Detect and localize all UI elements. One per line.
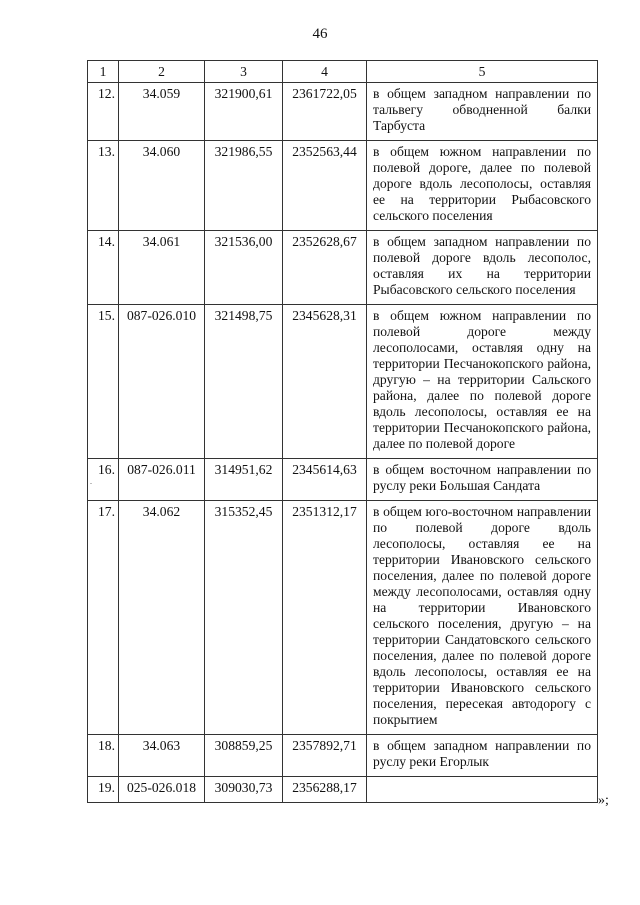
row-number: 13.: [88, 141, 119, 231]
coordinate-x: 321986,55: [205, 141, 283, 231]
coordinate-y: 2345614,63: [283, 459, 367, 501]
coordinate-y: 2351312,17: [283, 501, 367, 735]
coordinate-y: 2361722,05: [283, 83, 367, 141]
column-header: 4: [283, 61, 367, 83]
coordinate-y: 2345628,31: [283, 305, 367, 459]
column-header: 5: [367, 61, 598, 83]
point-code: 087-026.010: [119, 305, 205, 459]
point-code: 025-026.018: [119, 777, 205, 803]
table-row: [88, 141, 598, 231]
boundary-description: [367, 777, 598, 803]
table-row: [88, 305, 598, 459]
row-number: 12.: [88, 83, 119, 141]
table-header-row: [88, 61, 598, 83]
table-row: [88, 459, 598, 501]
row-number: 17.: [88, 501, 119, 735]
boundary-description: в общем южном направлении по полевой дороге, далее по полевой дороге вдоль лесополосы, оставляя ее на территории Рыбасовского сельского поселения: [367, 141, 598, 231]
boundary-points-table: [87, 60, 598, 803]
row-number: 19.: [88, 777, 119, 803]
table-row: [88, 501, 598, 735]
point-code: 34.059: [119, 83, 205, 141]
coordinate-x: 321536,00: [205, 231, 283, 305]
table-row: [88, 83, 598, 141]
coordinate-x: 309030,73: [205, 777, 283, 803]
boundary-description: в общем западном направлении по полевой дороге вдоль лесополос, оставляя их на территории Рыбасовского сельского поселения: [367, 231, 598, 305]
coordinate-y: 2357892,71: [283, 735, 367, 777]
row-number: 15.: [88, 305, 119, 459]
point-code: 34.063: [119, 735, 205, 777]
page-number: 46: [312, 26, 328, 42]
margin-mark: .: [90, 477, 92, 486]
column-header: 1: [88, 61, 119, 83]
row-number: 18.: [88, 735, 119, 777]
coordinate-x: 321900,61: [205, 83, 283, 141]
table-row: [88, 735, 598, 777]
point-code: 34.060: [119, 141, 205, 231]
coordinate-y: 2356288,17: [283, 777, 367, 803]
boundary-description: в общем восточном направлении по руслу реки Большая Сандата: [367, 459, 598, 501]
boundary-description: в общем западном направлении по тальвегу обводненной балки Тарбуста: [367, 83, 598, 141]
point-code: 087-026.011: [119, 459, 205, 501]
boundary-description: в общем западном направлении по руслу реки Егорлык: [367, 735, 598, 777]
column-header: 2: [119, 61, 205, 83]
boundary-description: в общем южном направлении по полевой дороге между лесополосами, оставляя одну на территории Песчанокопского района, другую – на территории Сальского района, далее по полевой дороге вдоль лесополосы, оставляя ее на территории Песчанокопского района, далее по полевой дороге: [367, 305, 598, 459]
closing-quote-mark: »;: [598, 793, 609, 808]
coordinate-y: 2352563,44: [283, 141, 367, 231]
coordinate-x: 308859,25: [205, 735, 283, 777]
row-number: 16.: [88, 459, 119, 501]
coordinate-x: 314951,62: [205, 459, 283, 501]
table-row: [88, 777, 598, 803]
column-header: 3: [205, 61, 283, 83]
coordinate-x: 315352,45: [205, 501, 283, 735]
row-number: 14.: [88, 231, 119, 305]
point-code: 34.061: [119, 231, 205, 305]
table-row: [88, 231, 598, 305]
coordinate-x: 321498,75: [205, 305, 283, 459]
boundary-description: в общем юго-восточном направлении по полевой дороге вдоль лесополосы, оставляя ее на территории Ивановского сельского поселения, далее по полевой дороге между лесополосами, оставляя одну на территории Ивановского сельского поселения, другую – на территории Сандатовского сельского поселения, далее по полевой дороге вдоль лесополосы, оставляя ее на территории Ивановского сельского поселения, пересекая автодорогу с покрытием: [367, 501, 598, 735]
point-code: 34.062: [119, 501, 205, 735]
coordinate-y: 2352628,67: [283, 231, 367, 305]
